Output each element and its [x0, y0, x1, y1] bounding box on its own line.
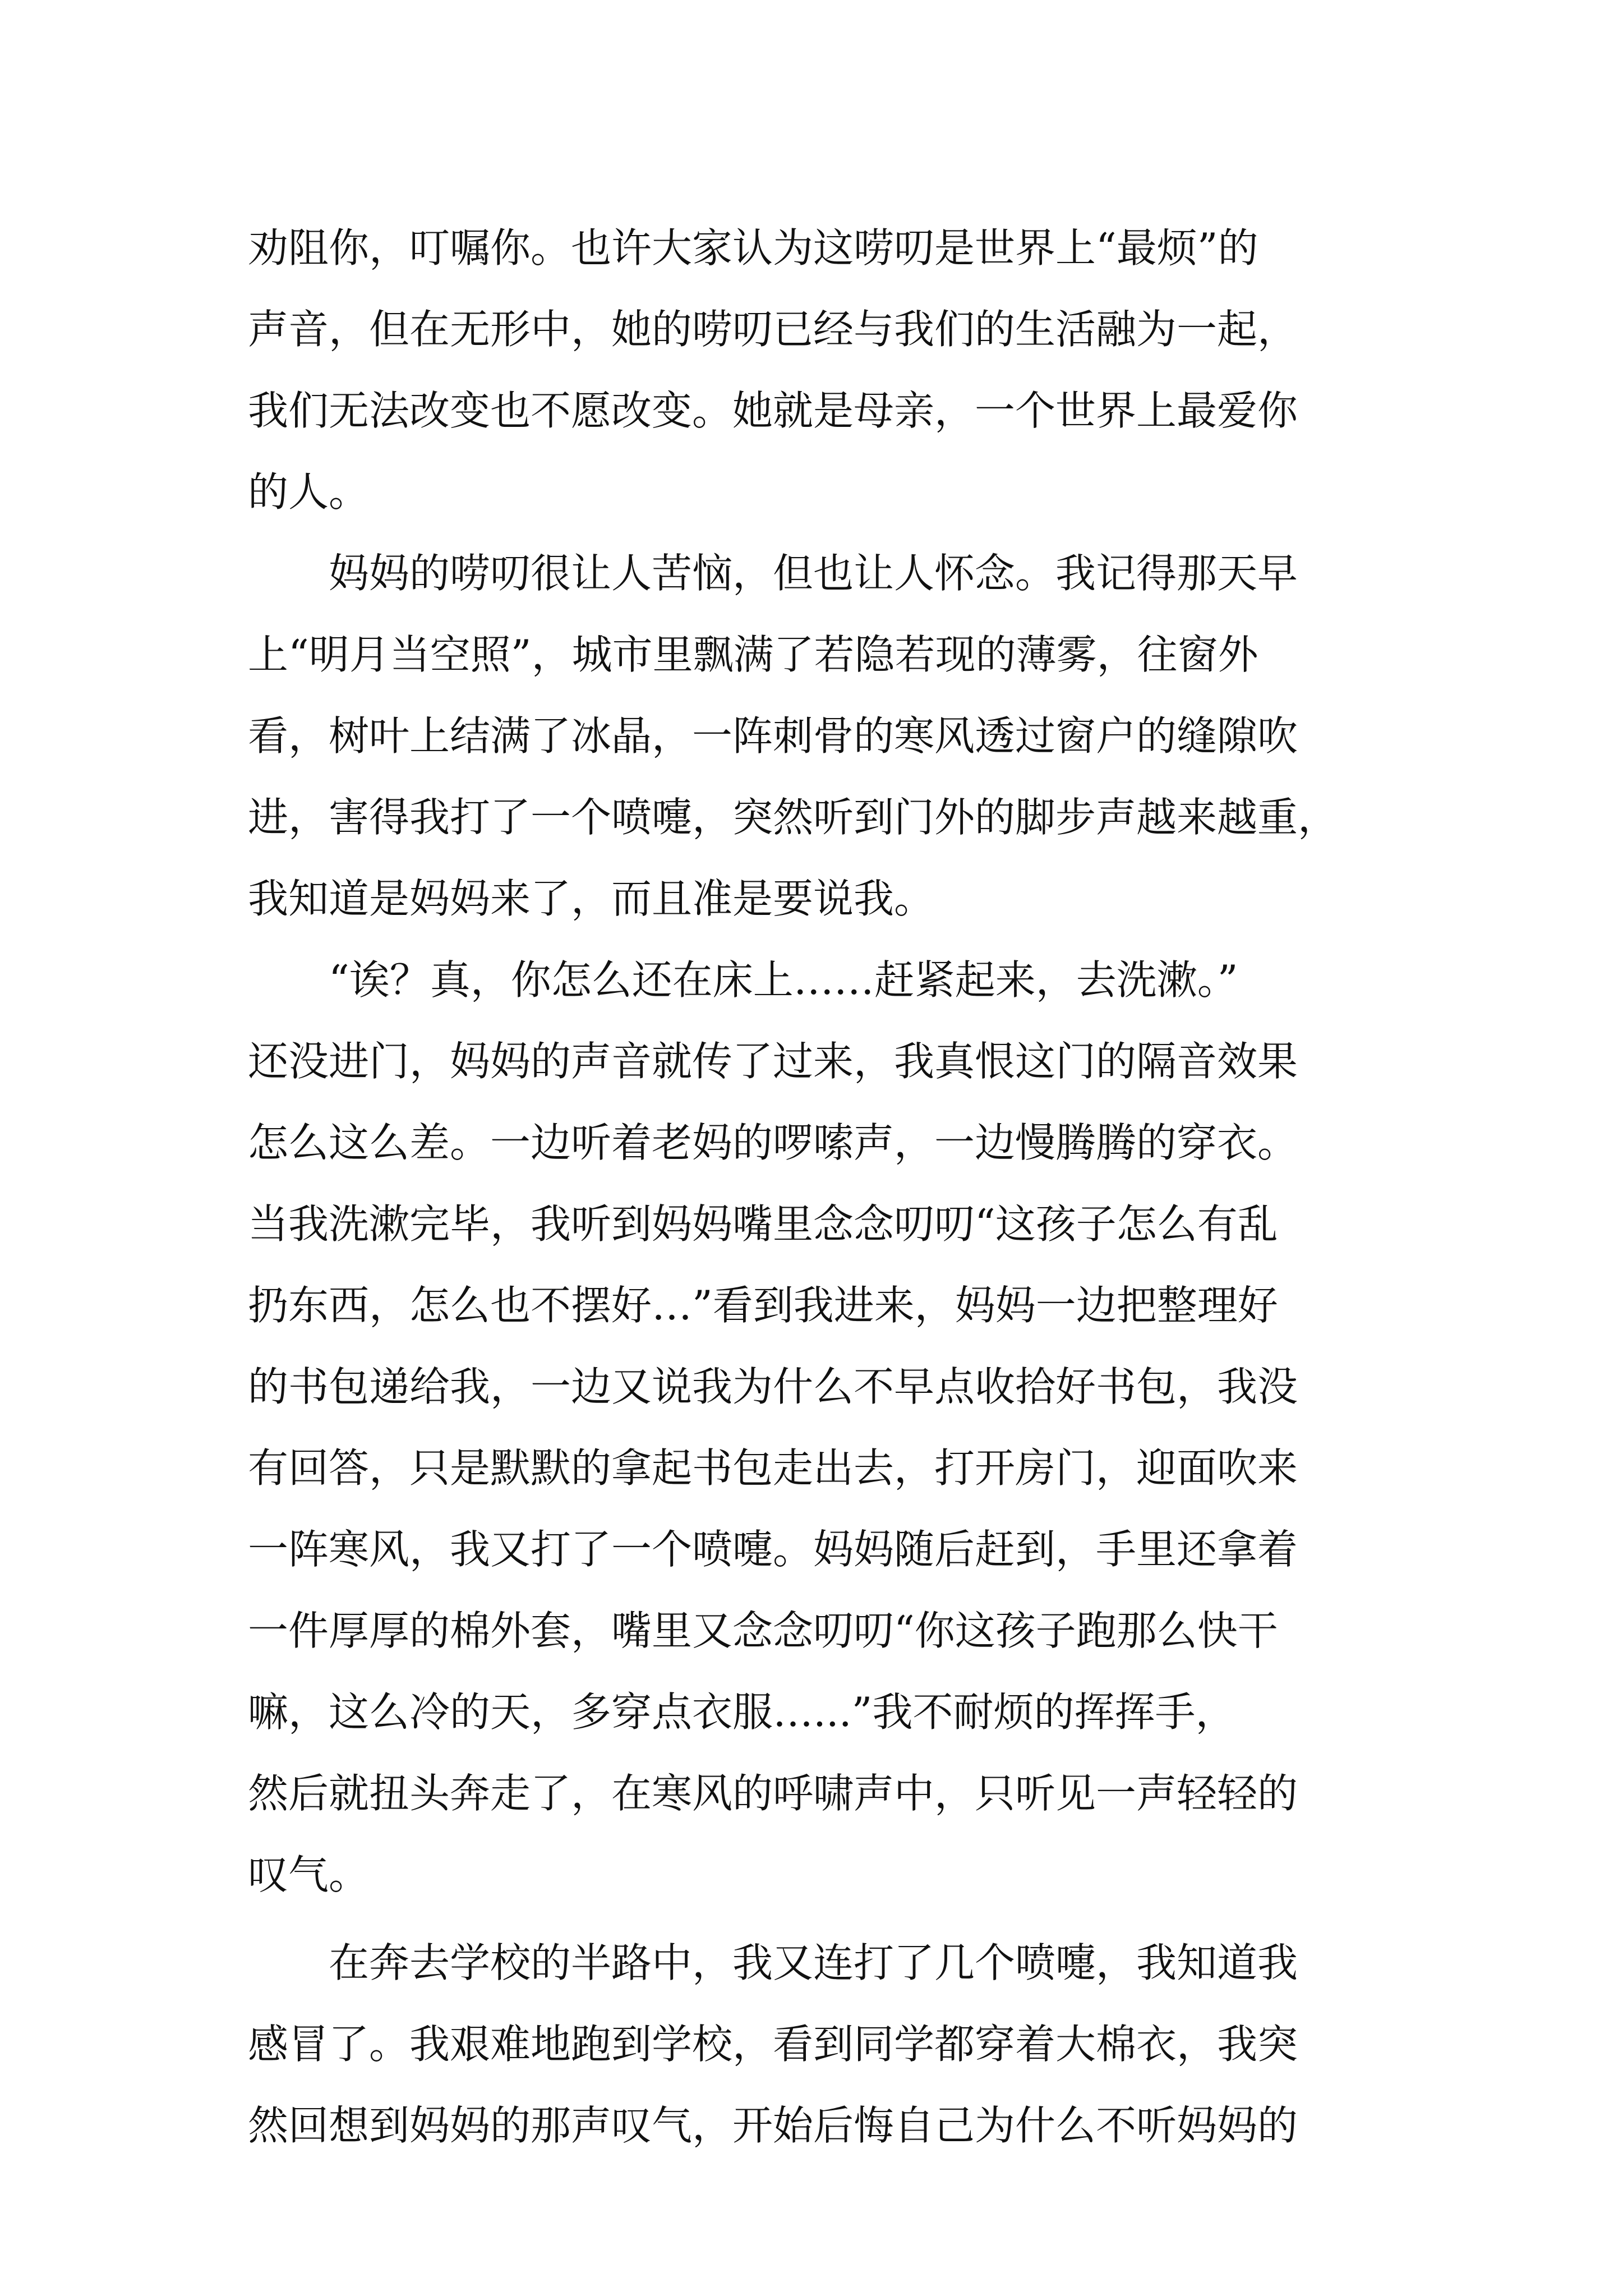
- text-line: 一件厚厚的棉外套，嘴里又念念叨叨“你这孩子跑那么快干: [248, 1607, 1278, 1654]
- text-line: 进，害得我打了一个喷嚏，突然听到门外的脚步声越来越重，: [248, 794, 1339, 841]
- text-line: 的人。: [248, 468, 370, 516]
- text-line: 劝阻你，叮嘱你。也许大家认为这唠叨是世界上“最烦”的: [248, 224, 1258, 272]
- text-line: 我知道是妈妈来了，而且准是要说我。: [248, 875, 935, 922]
- paragraph-4: [248, 1922, 1409, 2166]
- text-line: 看，树叶上结满了冰晶，一阵刺骨的寒风透过窗户的缝隙吹: [248, 712, 1298, 760]
- essay-body: [248, 208, 1409, 2166]
- paragraph-spacer: [248, 1916, 1409, 1922]
- text-line: 然后就扭头奔走了，在寒风的呼啸声中，只听见一声轻轻的: [248, 1770, 1298, 1817]
- paragraph-1: [248, 208, 1409, 533]
- text-line: 当我洗漱完毕，我听到妈妈嘴里念念叨叨“这孩子怎么有乱: [248, 1200, 1278, 1248]
- text-line: “诶？真，你怎么还在床上……赶紧起来，去洗漱。”: [248, 956, 1238, 1004]
- text-line: 怎么这么差。一边听着老妈的啰嗦声，一边慢腾腾的穿衣。: [248, 1119, 1298, 1166]
- paragraph-2: [248, 533, 1409, 940]
- text-line: 的书包递给我，一边又说我为什么不早点收拾好书包，我没: [248, 1363, 1298, 1410]
- text-line: 一阵寒风，我又打了一个喷嚏。妈妈随后赶到，手里还拿着: [248, 1526, 1298, 1573]
- text-line: 有回答，只是默默的拿起书包走出去，打开房门，迎面吹来: [248, 1444, 1298, 1492]
- text-line: 妈妈的唠叨很让人苦恼，但也让人怀念。我记得那天早: [248, 550, 1298, 597]
- text-line: 扔东西，怎么也不摆好…”看到我进来，妈妈一边把整理好: [248, 1282, 1278, 1329]
- paragraph-3: [248, 940, 1409, 1916]
- text-line: 叹气。: [248, 1851, 370, 1898]
- text-line: 然回想到妈妈的那声叹气，开始后悔自己为什么不听妈妈的: [248, 2102, 1298, 2149]
- text-line: 在奔去学校的半路中，我又连打了几个喷嚏，我知道我: [248, 1939, 1298, 1986]
- text-line: 嘛，这么冷的天，多穿点衣服…...”我不耐烦的挥挥手，: [248, 1688, 1236, 1736]
- text-line: 上“明月当空照”，城市里飘满了若隐若现的薄雾，往窗外: [248, 631, 1258, 678]
- text-line: 我们无法改变也不愿改变。她就是母亲，一个世界上最爱你: [248, 387, 1298, 434]
- text-line: 还没进门，妈妈的声音就传了过来，我真恨这门的隔音效果: [248, 1038, 1298, 1085]
- text-line: 声音，但在无形中，她的唠叨已经与我们的生活融为一起，: [248, 306, 1298, 353]
- text-line: 感冒了。我艰难地跑到学校，看到同学都穿着大棉衣，我突: [248, 2021, 1298, 2068]
